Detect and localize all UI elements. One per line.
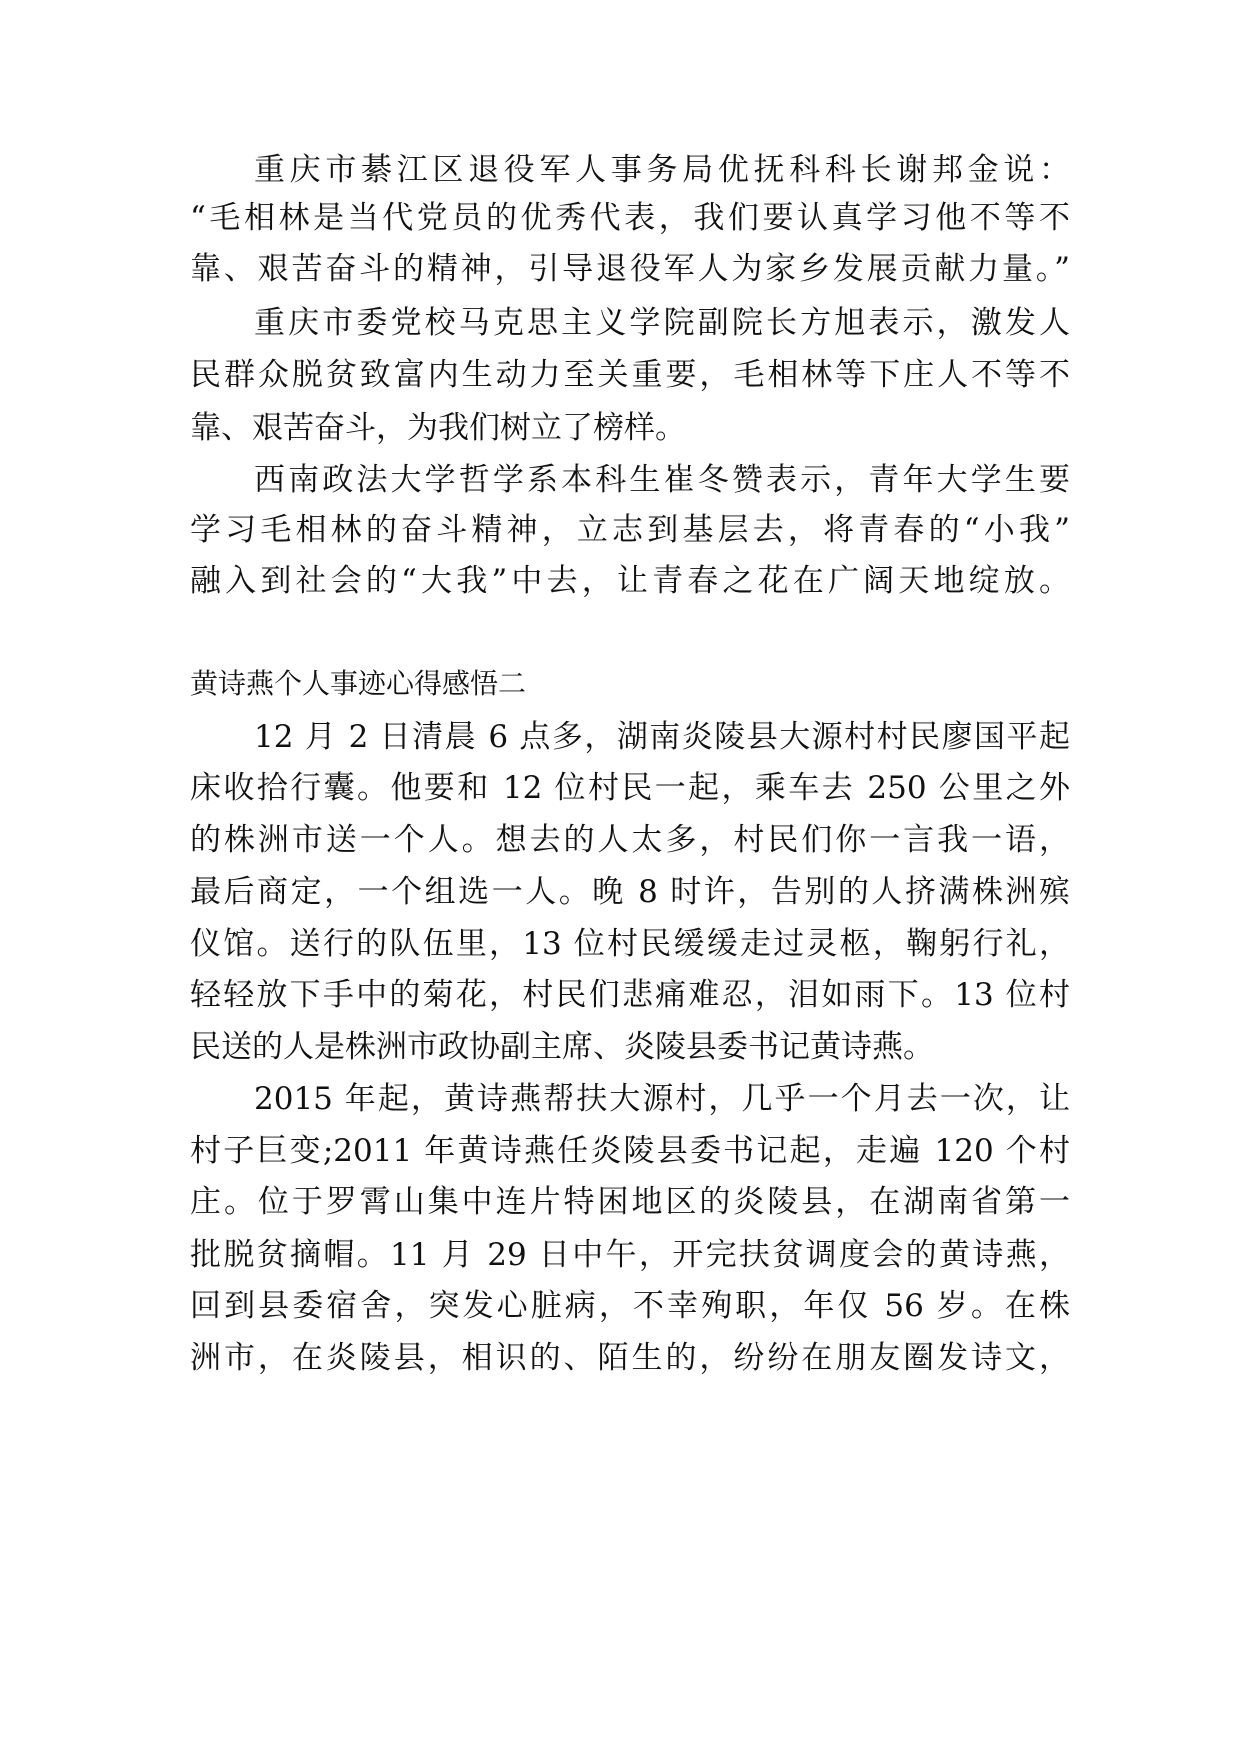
paragraph-5-line-1: 2015 年起，黄诗燕帮扶大源村，几乎一个月去一次，让 (254, 1081, 1070, 1117)
paragraph-5-line-6: 洲市，在炎陵县，相识的、陌生的，纷纷在朋友圈发诗文， (190, 1340, 1070, 1376)
paragraph-1-line-3: 靠、艰苦奋斗的精神，引导退役军人为家乡发展贡献力量。” (190, 251, 1070, 287)
paragraph-4-line-4: 最后商定，一个组选一人。晚 8 时许，告别的人挤满株洲殡 (190, 874, 1070, 910)
section-heading: 黄诗燕个人事迹心得感悟二 (190, 667, 527, 700)
paragraph-1-line-2: “毛相林是当代党员的优秀代表，我们要认真学习他不等不 (190, 200, 1070, 236)
paragraph-5-line-5: 回到县委宿舍，突发心脏病，不幸殉职，年仅 56 岁。在株 (190, 1288, 1070, 1324)
paragraph-4-line-3: 的株洲市送一个人。想去的人太多，村民们你一言我一语， (190, 822, 1070, 858)
paragraph-5-line-3: 庄。位于罗霄山集中连片特困地区的炎陵县，在湖南省第一 (190, 1184, 1070, 1220)
paragraph-5-line-4: 批脱贫摘帽。11 月 29 日中午，开完扶贫调度会的黄诗燕， (190, 1237, 1070, 1273)
paragraph-2-line-3: 靠、艰苦奋斗，为我们树立了榜样。 (190, 410, 686, 446)
paragraph-4-line-1: 12 月 2 日清晨 6 点多，湖南炎陵县大源村村民廖国平起 (254, 719, 1070, 755)
paragraph-4-line-7: 民送的人是株洲市政协副主席、炎陵县委书记黄诗燕。 (190, 1029, 934, 1065)
paragraph-5-line-2: 村子巨变;2011 年黄诗燕任炎陵县委书记起，走遍 120 个村 (190, 1133, 1070, 1169)
paragraph-3-line-3: 融入到社会的“大我”中去，让青春之花在广阔天地绽放。 (190, 563, 1070, 599)
paragraph-1-line-1: 重庆市綦江区退役军人事务局优抚科科长谢邦金说： (254, 152, 1070, 188)
paragraph-4-line-5: 仪馆。送行的队伍里，13 位村民缓缓走过灵柩，鞠躬行礼， (190, 926, 1070, 962)
paragraph-4-line-2: 床收拾行囊。他要和 12 位村民一起，乘车去 250 公里之外 (190, 770, 1070, 806)
paragraph-2-line-1: 重庆市委党校马克思主义学院副院长方旭表示，激发人 (254, 305, 1070, 341)
paragraph-3-line-2: 学习毛相林的奋斗精神，立志到基层去，将青春的“小我” (190, 512, 1070, 548)
paragraph-3-line-1: 西南政法大学哲学系本科生崔冬赞表示，青年大学生要 (254, 462, 1070, 498)
paragraph-4-line-6: 轻轻放下手中的菊花，村民们悲痛难忍，泪如雨下。13 位村 (190, 977, 1070, 1013)
paragraph-2-line-2: 民群众脱贫致富内生动力至关重要，毛相林等下庄人不等不 (190, 357, 1070, 393)
